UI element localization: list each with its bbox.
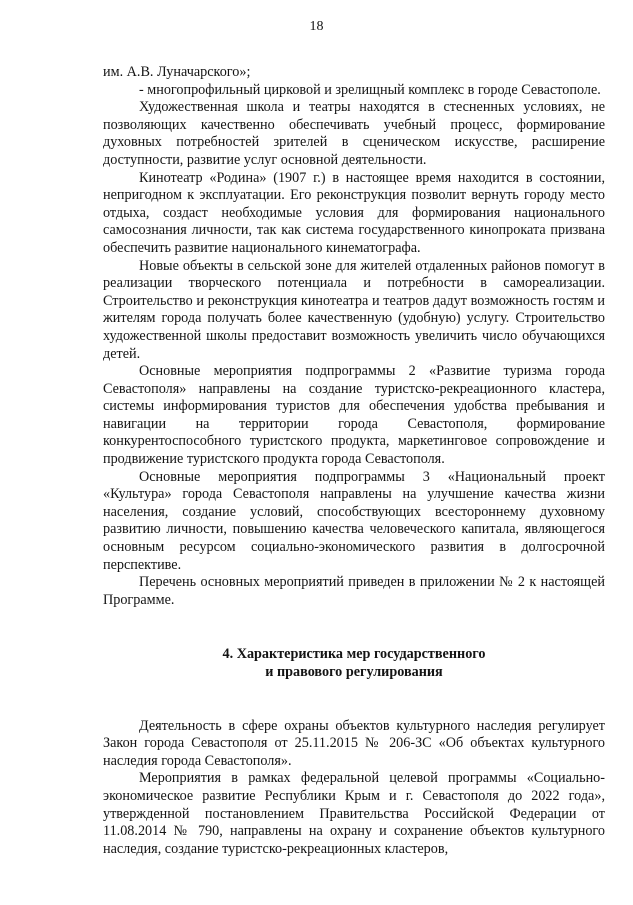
page-number: 18 xyxy=(309,19,324,34)
paragraph-continuation: им. А.В. Луначарского»; xyxy=(103,64,251,80)
paragraph-subprogram-2: Основные мероприятия подпрограммы 2 «Развитие туризма города Севастополя» направлены на создание туристско-рекреационного кластера, системы информирования туристов для обеспечения удобства пребывания и навигации на территории города Севастополя, формирование конкурентоспособного туристского продукта, маркетинговое сопровождение и продвижение туристского продукта города Севастополя. xyxy=(103,363,605,468)
paragraph-heritage-law: Деятельность в сфере охраны объектов культурного наследия регулирует Закон города Севастополя от 25.11.2015 № 206-ЗС «Об объектах культурного наследия города Севастополя». xyxy=(103,717,605,769)
paragraph-cinema-rodina: Кинотеатр «Родина» (1907 г.) в настоящее время находится в состоянии, непригодном к эксплуатации. Его реконструкция позволит вернуть городу место отдыха, создаст необходимые условия для формирования национального самосознания личности, так как система государственного кинопроката призвана обеспечить развитие национального кинематографа. xyxy=(103,169,605,256)
paragraph-subprogram-3: Основные мероприятия подпрограммы 3 «Национальный проект «Культура» города Севастополя направлены на улучшение качества жизни населения, создание условий, способствующих всестороннему духовному развитию личности, повышению качества человеческого капитала, являющегося основным ресурсом социально-экономического развития в долгосрочной перспективе. xyxy=(103,468,605,573)
paragraph-art-school: Художественная школа и театры находятся в стесненных условиях, не позволяющих качественно обеспечивать учебный процесс, формирование духовных потребностей зрителей в сценическом искусстве, расширение доступности, развитие услуг основной деятельности. xyxy=(103,99,605,168)
paragraph-rural-objects: Новые объекты в сельской зоне для жителей отдаленных районов помогут в реализации творческого потенциала и потребности в самореализации. Строительство и реконструкция кинотеатра и театров дадут возможность гостям и жителям города получать более качественную (удобную) услугу. Строительство художественной школы предоставит возможность увеличить число обучающихся детей. xyxy=(103,257,605,362)
paragraph-measures-list: Перечень основных мероприятий приведен в приложении № 2 к настоящей Программе. xyxy=(103,574,605,608)
section-heading-line-2: и правового регулирования xyxy=(265,664,443,680)
section-heading xyxy=(103,646,605,681)
section-heading-line-1: 4. Характеристика мер государственного xyxy=(222,646,486,663)
paragraph-federal-program: Мероприятия в рамках федеральной целевой программы «Социально-экономическое развитие Республики Крым и г. Севастополя до 2022 года», утвержденной постановлением Правительства Российской Федерации от 11.08.2014 № 790, направлены на охрану и сохранение объектов культурного наследия, создание туристско-рекреационных кластеров, xyxy=(103,770,605,857)
document-body xyxy=(103,64,605,858)
list-item-circus-complex: - многопрофильный цирковой и зрелищный комплекс в городе Севастополе. xyxy=(139,81,601,98)
